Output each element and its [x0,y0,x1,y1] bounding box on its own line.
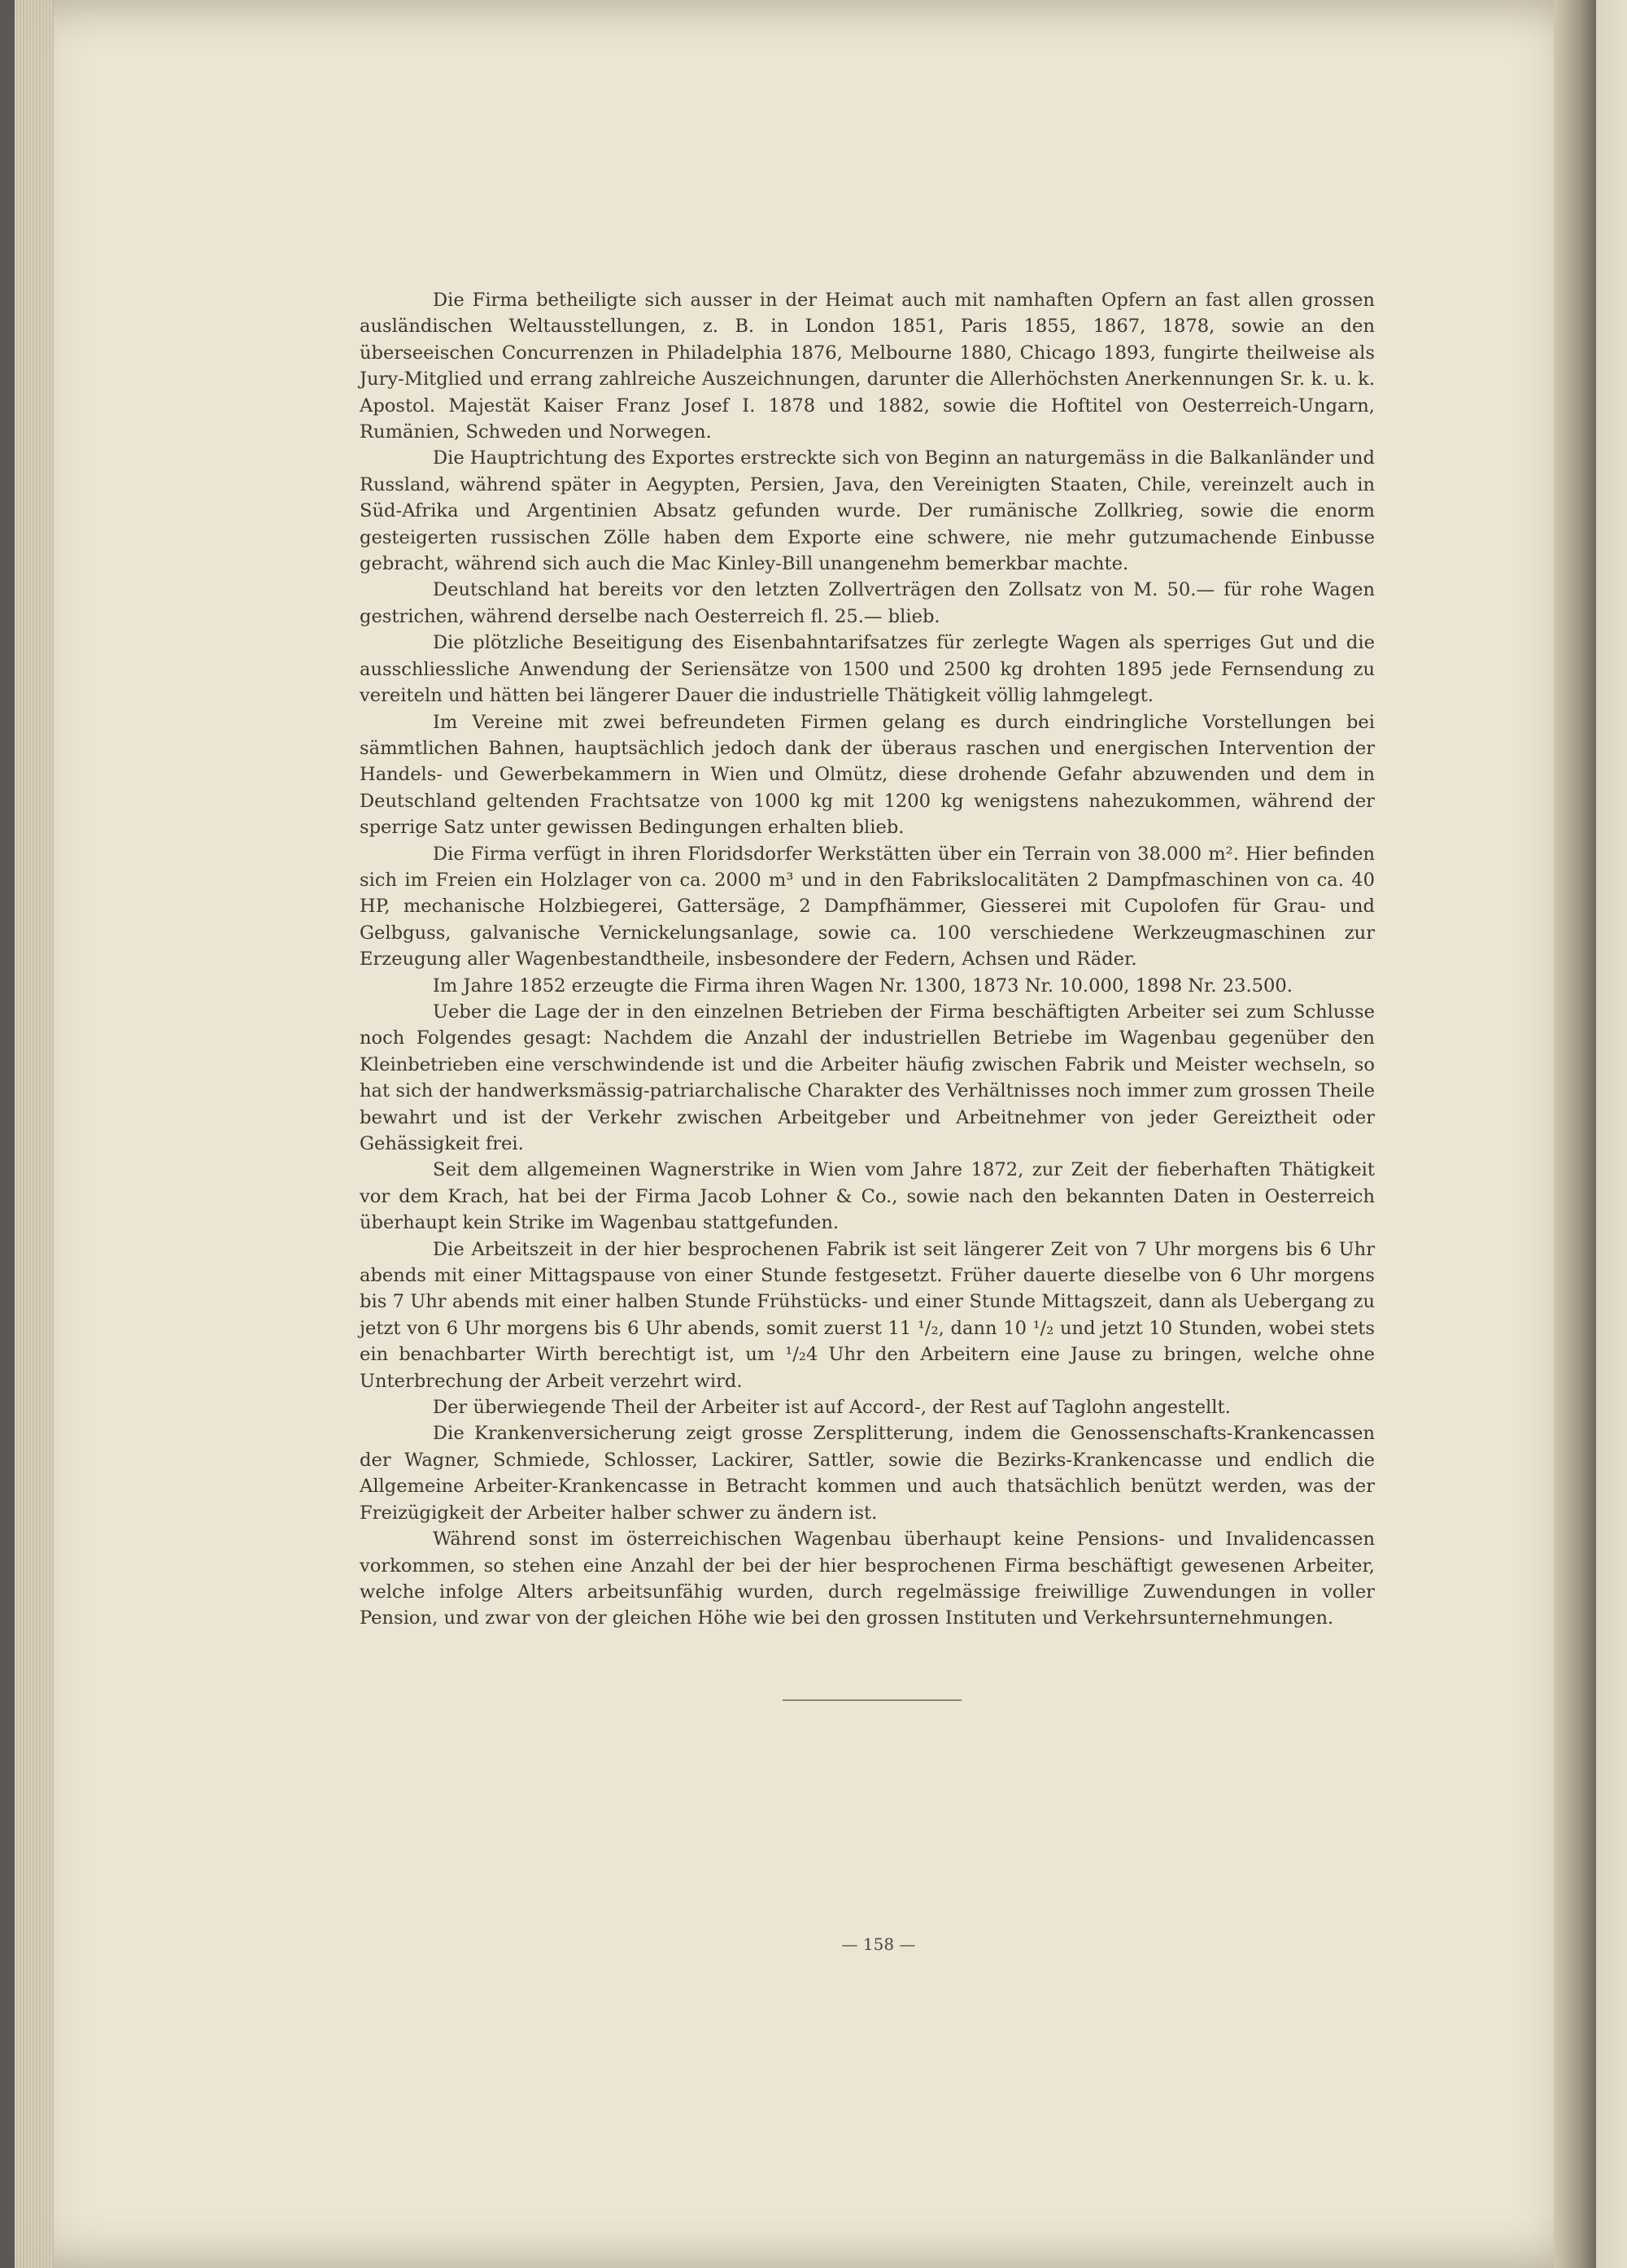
paragraph: Die Arbeitszeit in der hier besprochenen Fabrik ist seit längerer Zeit von 7 Uhr morgens bis 6 Uhr abends mit einer Mittagspause von einer Stunde festgesetzt. Früher dauerte dieselbe von 6 Uhr morgens bis 7 Uhr abends mit einer halben Stunde Frühstücks- und einer Stunde Mittagszeit, dann als Uebergang zu jetzt von 6 Uhr morgens bis 6 Uhr abends, somit zuerst 11 ¹/₂, dann 10 ¹/₂ und jetzt 10 Stunden, wobei stets ein benachbarter Wirth berechtigt ist, um ¹/₂4 Uhr den Arbeitern eine Jause zu bringen, welche ohne Unterbrechung der Arbeit verzehrt wird. [360,1238,1375,1392]
paragraph: Die Firma verfügt in ihren Floridsdorfer Werkstätten über ein Terrain von 38.000 m². Hier befinden sich im Freien ein Holzlager von ca. 2000 m³ und in den Fabrikslocalitäten 2 Dampfmaschinen von ca. 40 HP, mechanische Holzbiegerei, Gattersäge, 2 Dampfhämmer, Giesserei mit Cupolofen für Grau- und Gelbguss, galvanische Vernickelungsanlage, sowie ca. 100 verschiedene Werkzeugmaschinen zur Erzeugung aller Wagenbestandtheile, insbesondere der Federn, Achsen und Räder. [360,843,1375,970]
section-divider-rule [783,1699,962,1701]
body-text [360,287,1375,1632]
paragraph: Die Krankenversicherung zeigt grosse Zersplitterung, indem die Genossenschafts-Krankencassen der Wagner, Schmiede, Schlosser, Lackirer, Sattler, sowie die Bezirks-Krankencasse und endlich die Allgemeine Arbeiter-Krankencasse in Betracht kommen und auch thatsächlich benützt werden, was der Freizügigkeit der Arbeiter halber schwer zu ändern ist. [360,1423,1375,1524]
paragraph: Die Firma betheiligte sich ausser in der Heimat auch mit namhaften Opfern an fast allen grossen ausländischen Weltausstellungen, z. B. in London 1851, Paris 1855, 1867, 1878, sowie an den überseeischen Concurrenzen in Philadelphia 1876, Melbourne 1880, Chicago 1893, fungirte theilweise als Jury-Mitglied und errang zahlreiche Auszeichnungen, darunter die Allerhöchsten Anerkennungen Sr. k. u. k. Apostol. Majestät Kaiser Franz Josef I. 1878 und 1882, sowie die Hoftitel von Oesterreich-Ungarn, Rumänien, Schweden und Norwegen. [360,290,1375,443]
facing-page-edge [1596,0,1627,2268]
paragraph: Seit dem allgemeinen Wagnerstrike in Wien vom Jahre 1872, zur Zeit der fieberhaften Thätigkeit vor dem Krach, hat bei der Firma Jacob Lohner & Co., sowie nach den bekannten Daten in Oesterreich überhaupt kein Strike im Wagenbau stattgefunden. [360,1159,1375,1234]
book-gutter [1554,0,1596,2268]
page-number: — 158 — [841,1934,916,1954]
paragraph: Der überwiegende Theil der Arbeiter ist auf Accord-, der Rest auf Taglohn angestellt. [433,1397,1231,1419]
paragraph: Die Hauptrichtung des Exportes erstreckte sich von Beginn an naturgemäss in die Balkanländer und Russland, während später in Aegypten, Persien, Java, den Vereinigten Staaten, Chile, vereinzelt auch in Süd-Afrika und Argentinien Absatz gefunden wurde. Der rumänische Zollkrieg, sowie die enorm gesteigerten russischen Zölle haben dem Exporte eine schwere, nie mehr gutzumachende Einbusse gebracht, während sich auch die Mac Kinley-Bill unangenehm bemerkbar machte. [360,447,1376,575]
paragraph: Ueber die Lage der in den einzelnen Betrieben der Firma beschäftigten Arbeiter sei zum Schlusse noch Folgendes gesagt: Nachdem die Anzahl der industriellen Betriebe im Wagenbau gegenüber den Kleinbetrieben eine verschwindende ist und die Arbeiter häufig zwischen Fabrik und Meister wechseln, so hat sich der handwerksmässig-patriarchalische Charakter des Verhältnisses noch immer zum grossen Theile bewahrt und ist der Verkehr zwischen Arbeitgeber und Arbeitnehmer von jeder Gereiztheit oder Gehässigkeit frei. [360,1001,1375,1154]
paragraph: Während sonst im österreichischen Wagenbau überhaupt keine Pensions- und Invalidencassen vorkommen, so stehen eine Anzahl der bei der hier besprochenen Firma beschäftigt gewesenen Arbeiter, welche infolge Alters arbeitsunfähig wurden, durch regelmässige freiwillige Zuwendungen in voller Pension, und zwar von der gleichen Höhe wie bei den grossen Instituten und Verkehrsunternehmungen. [360,1529,1375,1629]
paragraph: Im Vereine mit zwei befreundeten Firmen gelang es durch eindringliche Vorstellungen bei sämmtlichen Bahnen, hauptsächlich jedoch dank der überaus raschen und energischen Intervention der Handels- und Gewerbekammern in Wien und Olmütz, diese drohende Gefahr abzuwenden und dem in Deutschland geltenden Frachtsatze von 1000 kg mit 1200 kg wenigstens nahezukommen, während der sperrige Satz unter gewissen Bedingungen erhalten blieb. [360,711,1375,839]
page-edge-stack [15,0,54,2268]
paragraph: Die plötzliche Beseitigung des Eisenbahntarifsatzes für zerlegte Wagen als sperriges Gut und die ausschliessliche Anwendung der Seriensätze von 1500 und 2500 kg drohten 1895 jede Fernsendung zu vereiteln und hätten bei längerer Dauer die industrielle Thätigkeit völlig lahmgelegt. [360,632,1375,707]
paragraph: Im Jahre 1852 erzeugte die Firma ihren Wagen Nr. 1300, 1873 Nr. 10.000, 1898 Nr. 23.500. [433,975,1293,997]
paragraph: Deutschland hat bereits vor den letzten Zollverträgen den Zollsatz von M. 50.— für rohe Wagen gestrichen, während derselbe nach Oesterreich fl. 25.— blieb. [360,579,1375,627]
